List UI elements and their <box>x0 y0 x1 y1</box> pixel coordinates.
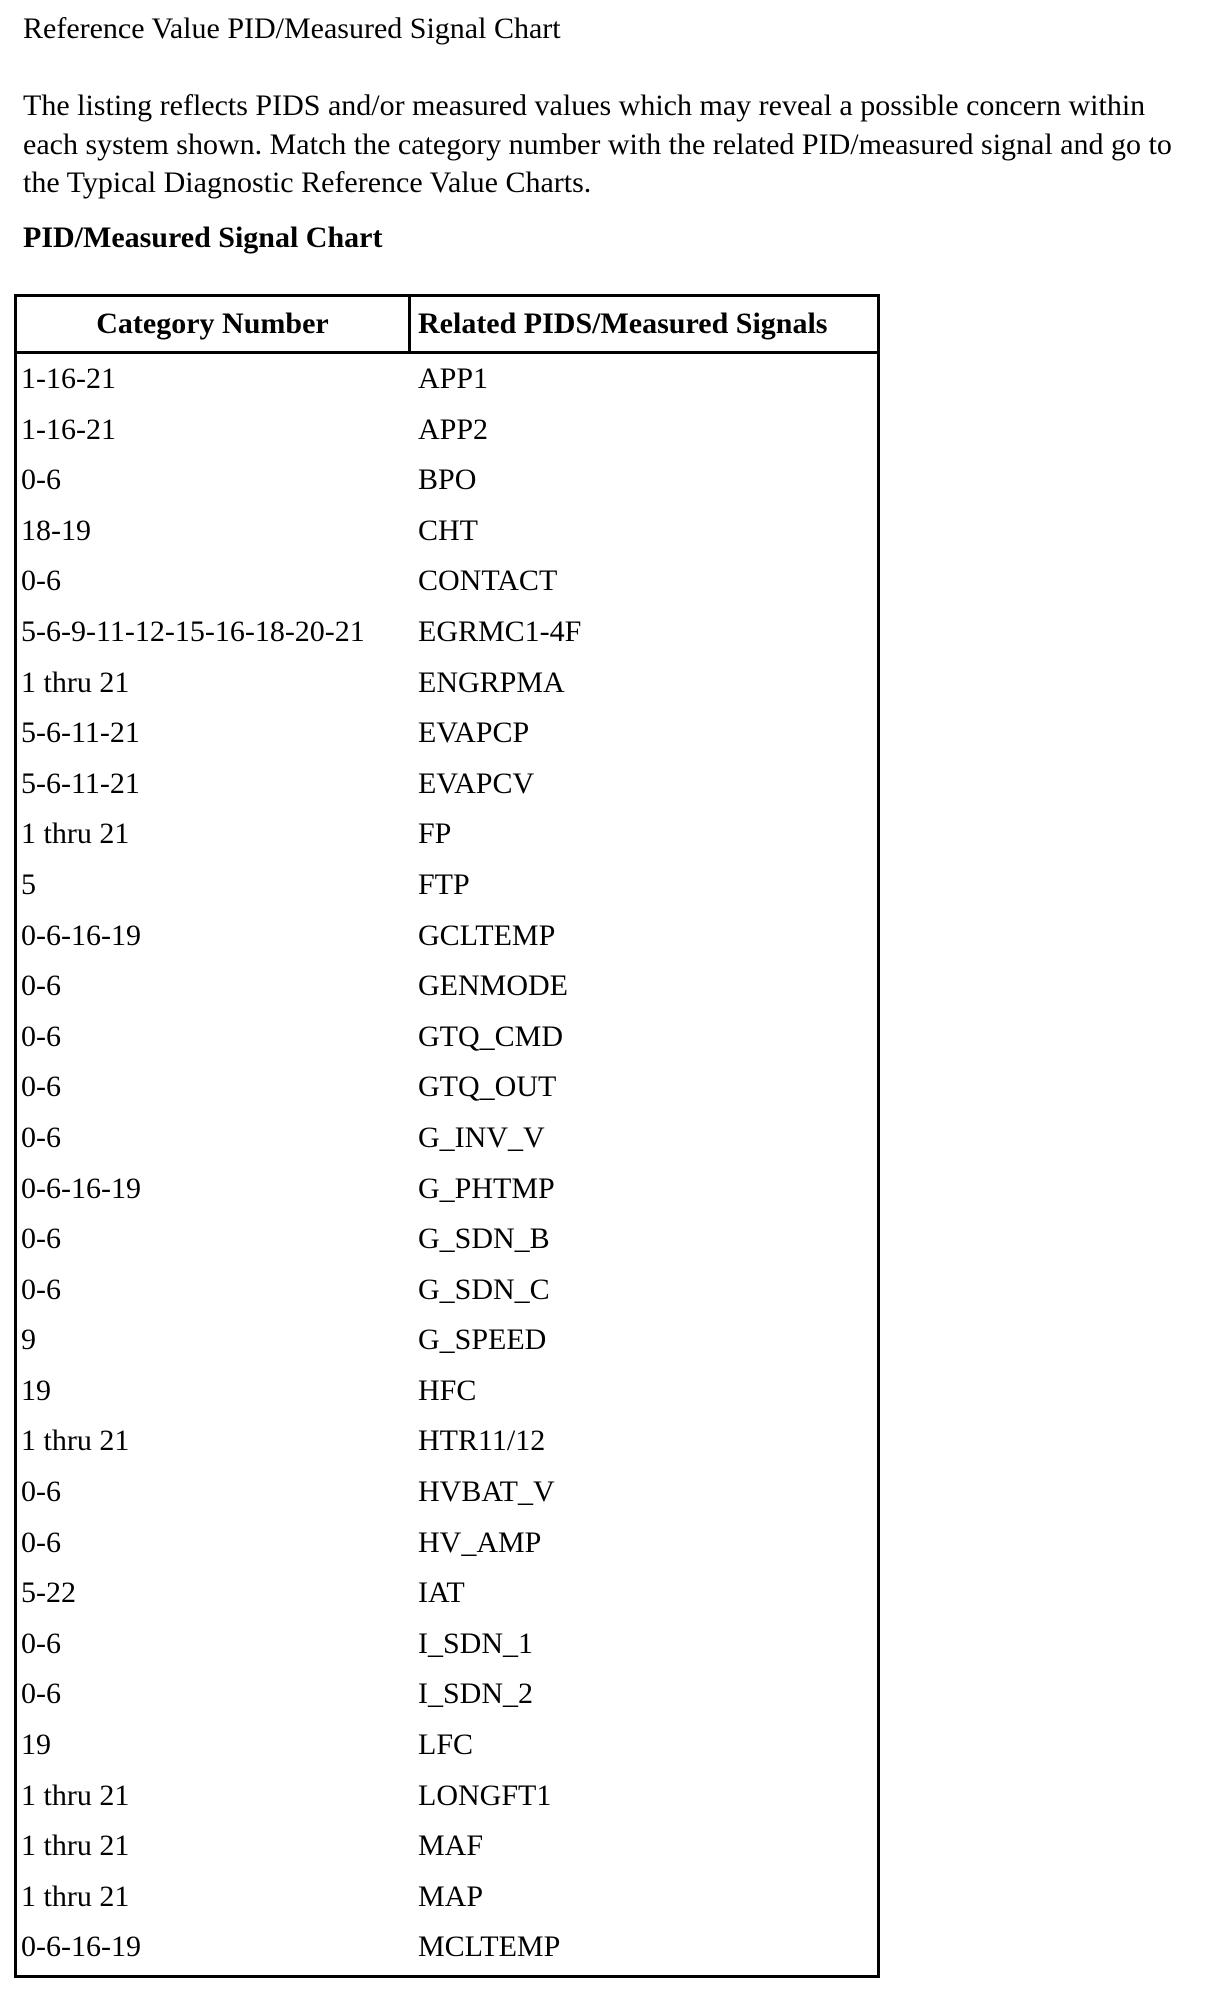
pid-signal-cell: CHT <box>418 513 478 547</box>
category-number-cell: 5-6-11-21 <box>21 766 140 800</box>
pid-signal-cell: G_SPEED <box>418 1323 547 1357</box>
table-row <box>17 506 877 557</box>
table-header-row <box>17 297 877 354</box>
table-row <box>17 1619 877 1670</box>
pid-signal-cell: GTQ_CMD <box>418 1019 564 1053</box>
pid-signal-cell: APP1 <box>418 362 489 395</box>
category-number-cell: 0-6 <box>21 1272 61 1306</box>
category-number-cell: 0-6 <box>21 1222 61 1256</box>
category-number-cell: 0-6 <box>21 969 61 1003</box>
category-number-cell: 0-6 <box>21 463 61 497</box>
table-row <box>17 1113 877 1164</box>
table-row <box>17 405 877 456</box>
category-number-cell: 0-6 <box>21 564 61 598</box>
pid-signal-cell: IAT <box>418 1576 465 1610</box>
table-row <box>17 1214 877 1265</box>
pid-signal-cell: G_SDN_C <box>418 1272 550 1306</box>
table-row <box>17 1821 877 1872</box>
category-number-cell: 19 <box>21 1373 51 1407</box>
header-category-number: Category Number <box>17 297 411 351</box>
pid-signal-cell: HTR11/12 <box>418 1424 546 1458</box>
table-row <box>17 1518 877 1569</box>
table-row <box>17 809 877 860</box>
pid-signal-cell: G_SDN_B <box>418 1222 550 1256</box>
pid-signal-cell: FTP <box>418 867 470 901</box>
category-number-cell: 9 <box>21 1323 36 1357</box>
category-number-cell: 5-22 <box>21 1576 76 1610</box>
table-row <box>17 759 877 810</box>
table-row <box>17 1416 877 1467</box>
category-number-cell: 18-19 <box>21 513 91 547</box>
pid-signal-cell: EVAPCP <box>418 716 530 750</box>
category-number-cell: 0-6-16-19 <box>21 918 141 952</box>
category-number-cell: 5-6-11-21 <box>21 716 140 750</box>
table-row <box>17 708 877 759</box>
pid-signal-cell: EVAPCV <box>418 766 535 800</box>
pid-signal-cell: MAF <box>418 1829 484 1863</box>
pid-signal-cell: LFC <box>418 1728 474 1762</box>
category-number-cell: 1 thru 21 <box>21 1879 130 1913</box>
table-row <box>17 1315 877 1366</box>
pid-signal-cell: LONGFT1 <box>418 1778 552 1812</box>
table-row <box>17 1265 877 1316</box>
pid-signal-cell: BPO <box>418 463 477 497</box>
table-row <box>17 1366 877 1417</box>
category-number-cell: 5-6-9-11-12-15-16-18-20-21 <box>21 614 365 648</box>
pid-signal-cell: HV_AMP <box>418 1525 542 1559</box>
category-number-cell: 0-6-16-19 <box>21 1171 141 1205</box>
category-number-cell: 1 thru 21 <box>21 1778 130 1812</box>
pid-signal-cell: GTQ_OUT <box>418 1070 557 1104</box>
table-row <box>17 1164 877 1215</box>
table-row <box>17 911 877 962</box>
table-body <box>17 354 877 1973</box>
table-row <box>17 1720 877 1771</box>
table-row <box>17 607 877 658</box>
table-row <box>17 1872 877 1923</box>
table-row <box>17 1922 877 1973</box>
category-number-cell: 1-16-21 <box>21 362 116 395</box>
table-row <box>17 658 877 709</box>
category-number-cell: 0-6 <box>21 1677 61 1711</box>
category-number-cell: 0-6-16-19 <box>21 1930 141 1964</box>
pid-signal-cell: MCLTEMP <box>418 1930 561 1964</box>
table-row <box>17 961 877 1012</box>
pid-signal-cell: EGRMC1-4F <box>418 614 582 648</box>
pid-signal-cell: ENGRPMA <box>418 665 565 699</box>
table-row <box>17 556 877 607</box>
category-number-cell: 0-6 <box>21 1120 61 1154</box>
pid-signal-cell: I_SDN_2 <box>418 1677 534 1711</box>
category-number-cell: 0-6 <box>21 1475 61 1509</box>
category-number-cell: 1 thru 21 <box>21 817 130 851</box>
document-title: Reference Value PID/Measured Signal Chart <box>23 12 561 45</box>
category-number-cell: 5 <box>21 867 36 901</box>
category-number-cell: 1-16-21 <box>21 412 116 446</box>
intro-paragraph: The listing reflects PIDS and/or measured values which may reveal a possible concern within each system shown. Match the category number with the related PID/measured signal and go to the Typical Diagnostic Reference Value Charts. <box>23 89 1172 199</box>
table-row <box>17 1669 877 1720</box>
category-number-cell: 0-6 <box>21 1019 61 1053</box>
pid-signal-cell: G_INV_V <box>418 1120 545 1154</box>
pid-signal-cell: FP <box>418 817 452 851</box>
table-row <box>17 1467 877 1518</box>
table-row <box>17 1568 877 1619</box>
category-number-cell: 1 thru 21 <box>21 1829 130 1863</box>
pid-signal-cell: I_SDN_1 <box>418 1626 534 1660</box>
category-number-cell: 1 thru 21 <box>21 665 130 699</box>
pid-signal-cell: G_PHTMP <box>418 1171 555 1205</box>
table-row <box>17 1771 877 1822</box>
section-heading: PID/Measured Signal Chart <box>23 221 383 254</box>
pid-signal-table <box>14 294 880 1978</box>
category-number-cell: 0-6 <box>21 1525 61 1559</box>
pid-signal-cell: GENMODE <box>418 969 568 1003</box>
category-number-cell: 0-6 <box>21 1070 61 1104</box>
category-number-cell: 19 <box>21 1728 51 1762</box>
pid-signal-cell: HFC <box>418 1373 477 1407</box>
table-row <box>17 1062 877 1113</box>
pid-signal-cell: MAP <box>418 1879 484 1913</box>
pid-signal-cell: CONTACT <box>418 564 558 598</box>
header-related-pids: Related PIDS/Measured Signals <box>418 307 828 340</box>
category-number-cell: 0-6 <box>21 1626 61 1660</box>
category-number-cell: 1 thru 21 <box>21 1424 130 1458</box>
table-row <box>17 354 877 405</box>
table-row <box>17 455 877 506</box>
table-row <box>17 860 877 911</box>
pid-signal-cell: GCLTEMP <box>418 918 556 952</box>
pid-signal-cell: HVBAT_V <box>418 1475 555 1509</box>
table-row <box>17 1012 877 1063</box>
pid-signal-cell: APP2 <box>418 412 489 446</box>
